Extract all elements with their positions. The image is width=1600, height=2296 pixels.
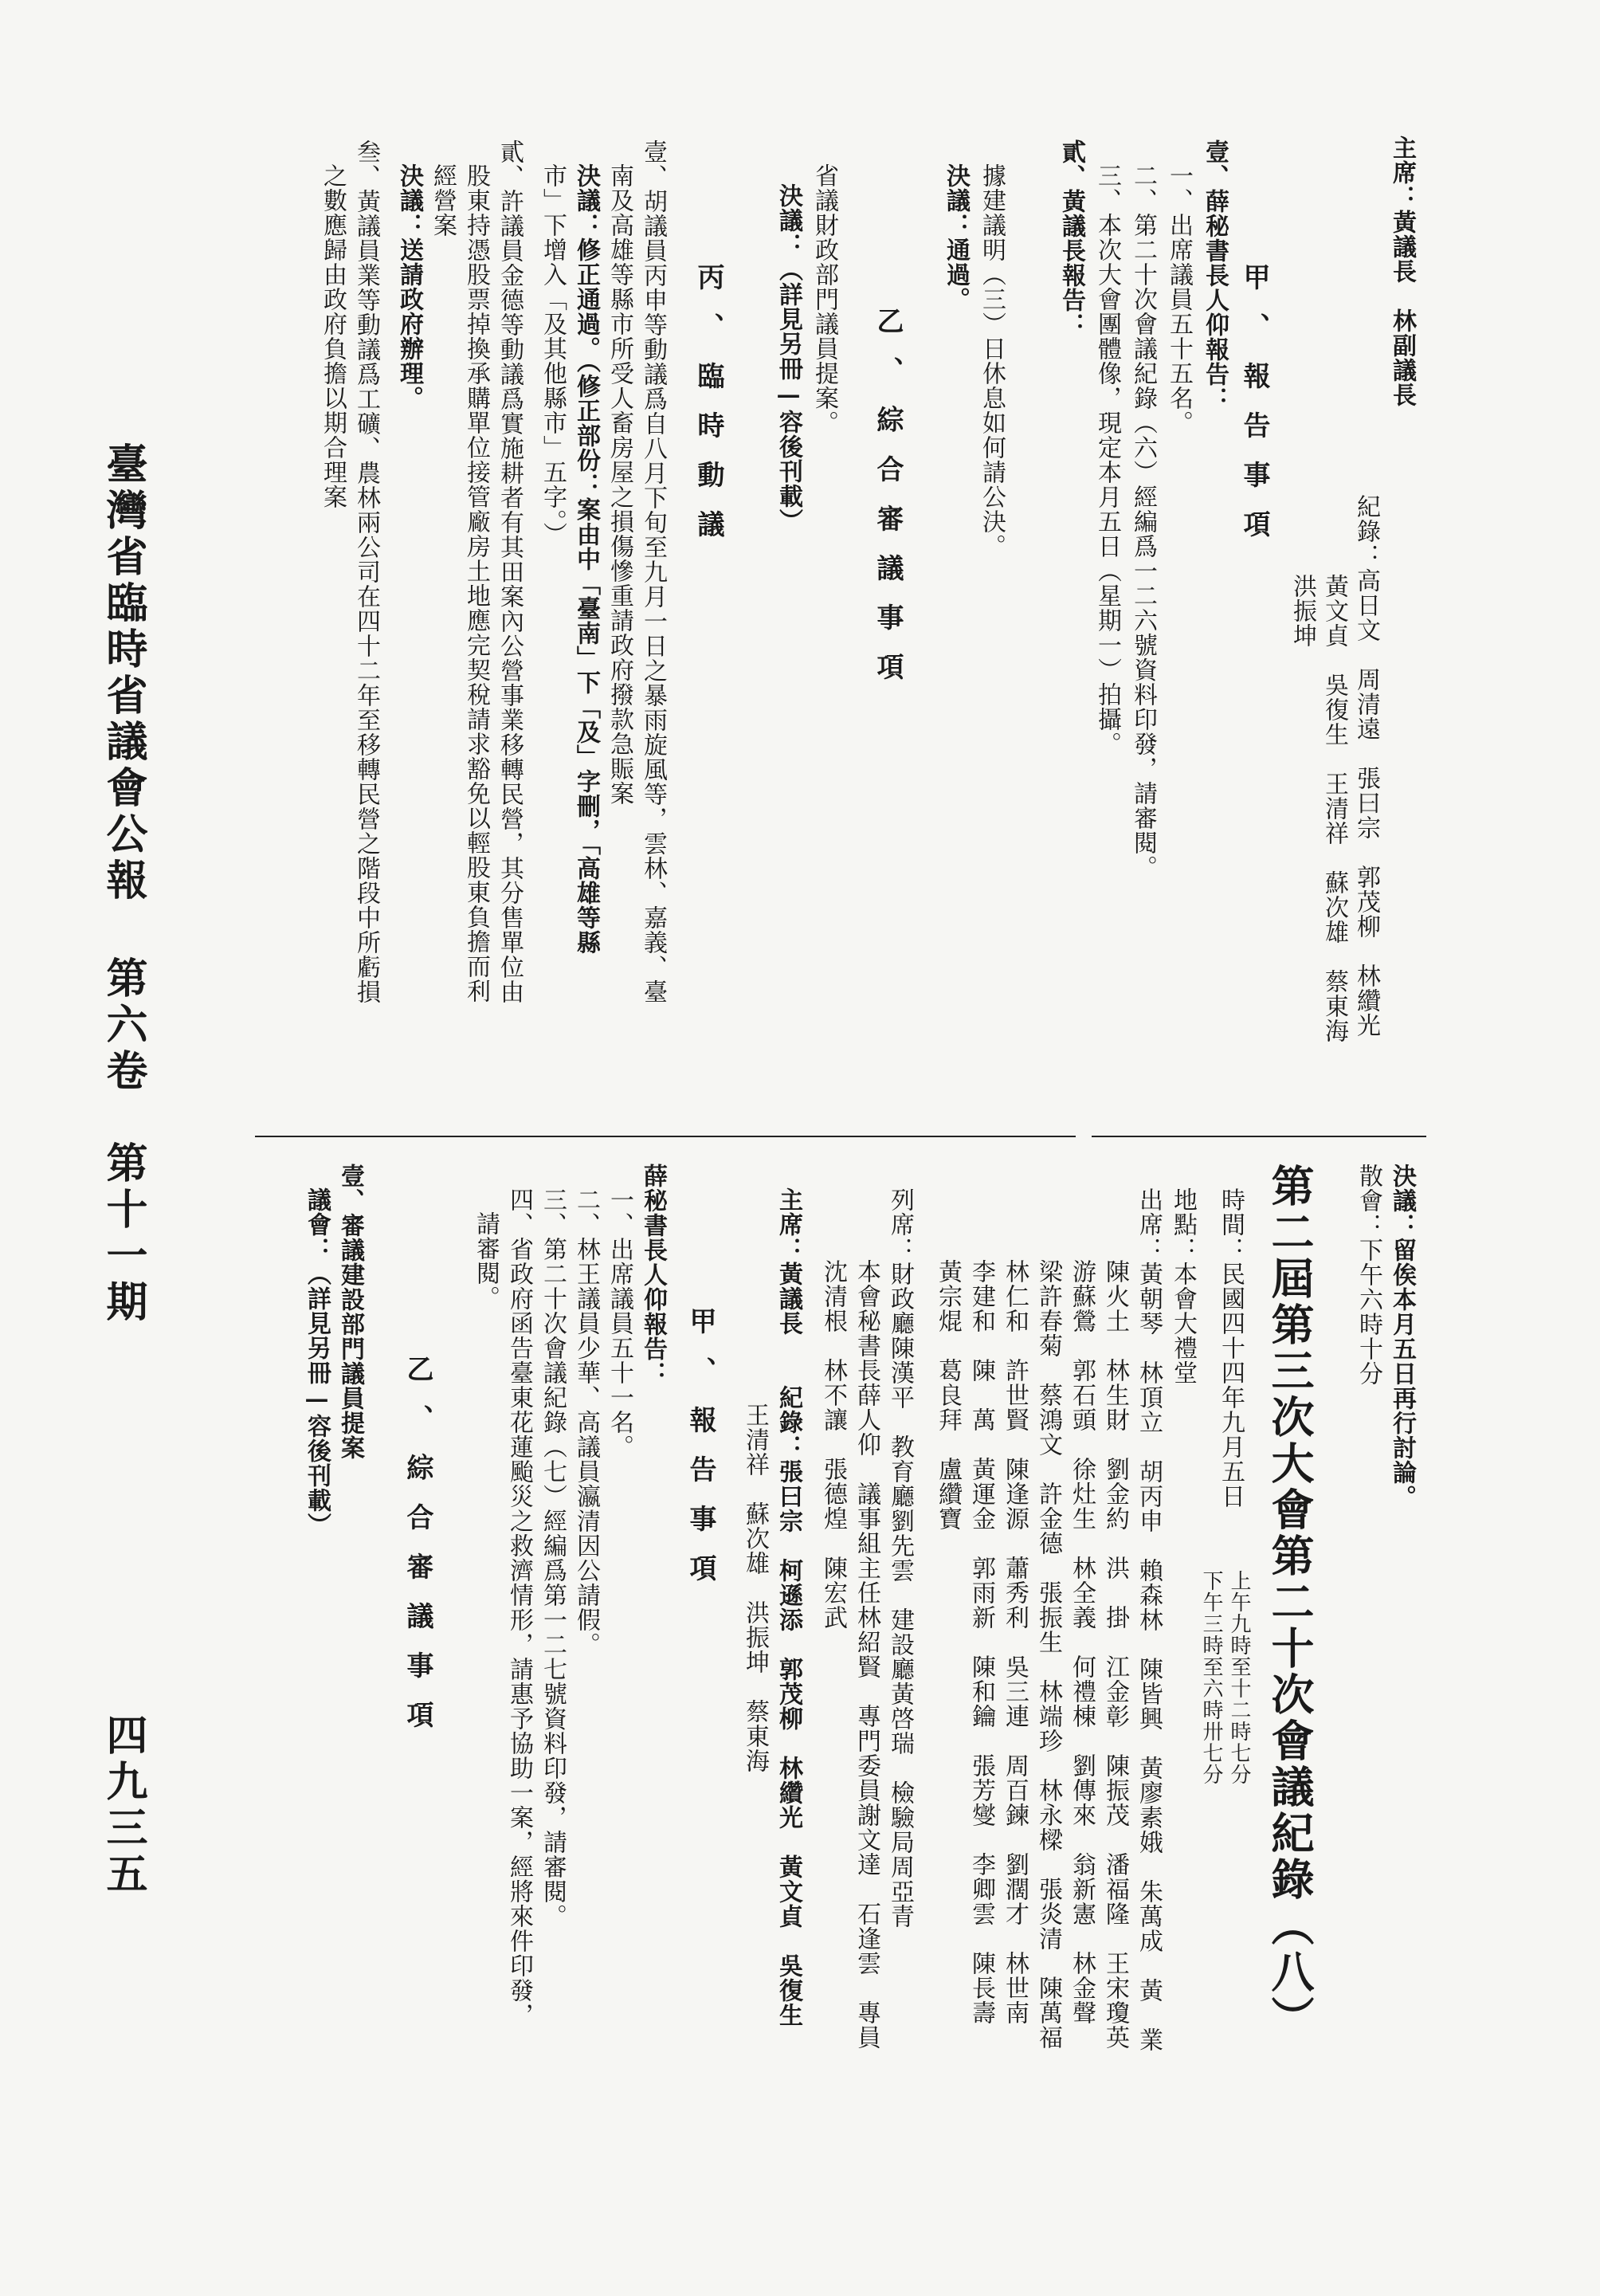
bottom-b-resolution: 議會：（詳見另冊—容後刊載） [303, 1187, 331, 1537]
page-number: 四九三五 [99, 1713, 147, 1898]
bottom-present-2: 陳火土 林生財 劉金約 洪 掛 江金彰 陳振茂 潘福隆 王宋瓊英 [1101, 1259, 1129, 2050]
top-recorder-line3: 洪振坤 [1288, 574, 1316, 648]
bottom-section-b-heading: 乙、綜合審議事項 [402, 1355, 433, 1750]
top-c-motion2a: 貳、許議員金德等動議爲實施耕者有其田案內公營事業移轉民營，其分售單位由 [496, 139, 524, 1004]
bottom-time-am: 上午九時至十二時七分 [1227, 1570, 1251, 1785]
volume-issue: 第六卷 第十一期 [99, 956, 147, 1326]
bottom-b-text: 壹、審議建設部門議員提案 [336, 1164, 364, 1460]
bottom-place: 地點：本會大禮堂 [1169, 1187, 1197, 1385]
top-c-motion1b: 南及高雄等縣市所受人畜房屋之損傷慘重請政府撥款急賑案 [606, 163, 633, 806]
bottom-attend-1: 列席：財政廳陳漢平 教育廳劉先雲 建設廳黃啓瑞 檢驗局周亞青 [886, 1187, 914, 1929]
top-left-divider [255, 1136, 1076, 1137]
bottom-present-7: 黃宗焜 葛良拜 盧纘寶 [934, 1259, 962, 1531]
top-section-b-heading: 乙、綜合審議事項 [872, 307, 904, 702]
bottom-a-item4a: 四、省政府函告臺東花蓮颱災之救濟情形，請惠予協助一案，經將來件印發， [505, 1187, 533, 2027]
top-c-motion3a: 叁、黃議員業等動議爲工礦、農林兩公司在四十二年至移轉民營之階段中所虧損 [352, 139, 380, 1004]
top-b-resolution: 決議：（詳見另冊—容後刊載） [775, 183, 802, 533]
top-a-sub2: 貳、黃議長報告： [1057, 139, 1085, 337]
bottom-present-4: 梁許春菊 蔡鴻文 許金德 張振生 林端珍 林永樑 張炎清 陳萬福 [1034, 1259, 1062, 2050]
top-recorder-line1: 紀錄：高日文 周清遠 張曰宗 郭茂柳 林纘光 [1352, 494, 1380, 1038]
bottom-present-6: 李建和 陳 萬 黃運金 郭雨新 陳和鑰 張芳燮 李卿雲 陳長壽 [967, 1259, 995, 2025]
bottom-recorder-2: 王清祥 蘇次雄 洪振坤 蔡東海 [741, 1403, 769, 1773]
bottom-time: 時間：民國四十四年九月五日 [1217, 1187, 1245, 1509]
bottom-time-pm: 下午三時至六時卅七分 [1199, 1570, 1223, 1785]
bottom-title: 第二屆第三次大會第二十次會議紀錄（八） [1265, 1164, 1316, 2042]
bottom-attend-2: 本會秘書長薛人仰 議事組主任林紹賢 專門委員謝文達 石逢雲 專員 [853, 1259, 880, 2050]
top-c-motion2c: 經營案 [429, 163, 457, 237]
top-chair-line: 主席：黃議長 林副議長 [1388, 135, 1416, 407]
top-c-motion3b: 之數應歸由政府負擔以期合理案 [319, 163, 347, 509]
bottom-chair: 主席：黃議長 紀錄：張曰宗 柯遜添 郭茂柳 林纘光 黃文貞 吳復生 [775, 1187, 802, 2027]
top-a-intro: 壹、薛秘書長人仰報告： [1201, 139, 1229, 411]
bottom-section-a-heading: 甲、報告事項 [684, 1307, 716, 1603]
top-a-resolution: 決議：通過。 [942, 163, 970, 312]
top-c-motion1-resolution: 決議：修正通過。（修正部份：案由中「臺南」下「及」字刪，「高雄等縣 [572, 163, 600, 955]
bottom-adjourn: 散會：下午六時十分 [1355, 1164, 1382, 1386]
top-right-divider [1092, 1136, 1426, 1137]
top-b-text: 省議財政部門議員提案。 [810, 163, 838, 435]
bottom-a-item4b: 請審閱。 [472, 1211, 500, 1310]
bottom-pre-resolution: 決議：留俟本月五日再行討論。 [1388, 1164, 1416, 1509]
journal-title: 臺灣省臨時省議會公報 [99, 442, 147, 905]
bottom-present-1: 出席：黃朝琴 林頂立 胡丙申 賴森林 陳皆興 黃廖素娥 朱萬成 黃 業 [1135, 1187, 1163, 2052]
top-a-item1: 一、出席議員五十五名。 [1165, 163, 1193, 435]
top-a-item2: 二、第二十次會議紀錄（六）經編爲一二六號資料印發，請審閱。 [1129, 163, 1157, 880]
top-c-motion2b: 股東持憑股票掉換承購單位接管廠房土地應完契稅請求豁免以輕股東負擔而利 [462, 163, 490, 1003]
bottom-a-item1: 一、出席議員五十一名。 [606, 1187, 633, 1459]
bottom-a-intro: 薛秘書長人仰報告： [639, 1164, 667, 1386]
top-c-motion1-resolution2: 市」下增入「及其他縣市」五字。） [539, 163, 567, 547]
top-section-a-heading: 甲、報告事項 [1238, 263, 1270, 559]
top-section-c-heading: 丙、臨時動議 [692, 263, 724, 559]
bottom-a-item3: 三、第二十次會議紀錄（七）經編爲第一二七號資料印發，請審閱。 [539, 1187, 567, 1929]
top-a-item3: 三、本次大會團體像，現定本月五日（星期一）拍攝。 [1093, 163, 1121, 756]
bottom-present-3: 游蘇鶯 郭石頭 徐灶生 林全義 何禮棟 劉傳來 翁新憲 林金聲 [1068, 1259, 1096, 2025]
bottom-attend-3: 沈清根 林不讓 張德煌 陳宏武 [819, 1259, 847, 1630]
top-c-motion1a: 壹、胡議員丙申等動議爲自八月下旬至九月一日之暴雨旋風等，雲林、嘉義、臺 [639, 139, 667, 1004]
bottom-a-item2: 二、林王議員少華、高議員瀛清因公請假。 [572, 1187, 600, 1657]
bottom-present-5: 林仁和 許世賢 陳逢源 蕭秀利 吳三連 周百鍊 劉濶才 林世南 [1001, 1259, 1029, 2025]
top-c-motion2-resolution: 決議：送請政府辦理。 [395, 163, 423, 410]
top-a-sub2-text: 據建議明（三）日休息如何請公決。 [978, 163, 1006, 559]
top-recorder-line2: 黃文貞 吳復生 王清祥 蘇次雄 蔡東海 [1320, 574, 1348, 1043]
